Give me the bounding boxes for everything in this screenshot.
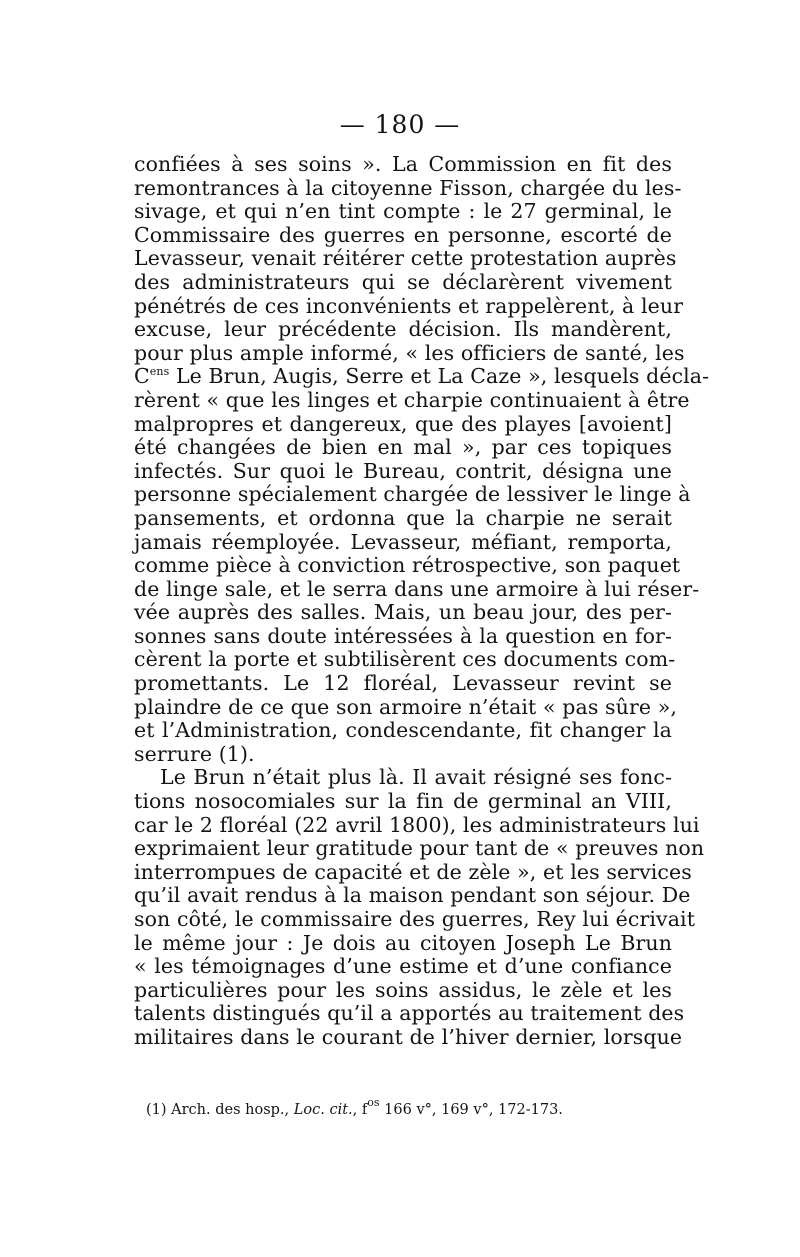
text-line: infectés. Sur quoi le Bureau, contrit, désigna une	[134, 458, 672, 483]
text-line: comme pièce à conviction rétrospective, son paquet	[134, 553, 681, 578]
text-line: de linge sale, et le serra dans une armoire à lui réser-	[134, 576, 700, 601]
text-line	[134, 364, 710, 389]
text-line: sonnes sans doute intéressées à la question en for-	[134, 623, 672, 648]
text-line: pénétrés de ces inconvénients et rappelèrent, à leur	[134, 293, 684, 318]
footnote-folio-sup: os	[367, 1096, 380, 1109]
text-line: plaindre de ce que son armoire n’était « pas sûre »,	[134, 694, 677, 719]
text-line: talents distingués qu’il a apportés au traitement des	[134, 1001, 685, 1026]
text-line: cèrent la porte et subtilisèrent ces documents com-	[134, 647, 676, 672]
text-line: et l’Administration, condescendante, fit changer la	[134, 718, 672, 743]
text-line: rèrent « que les linges et charpie continuaient à être	[134, 387, 690, 412]
text-line: des administrateurs qui se déclarèrent vivement	[134, 269, 672, 294]
text-line-rest: Le Brun, Augis, Serre et La Caze », lesquels décla-	[169, 364, 710, 389]
text-line: pour plus ample informé, « les officiers de santé, les	[134, 340, 685, 365]
text-line: jamais réemployée. Levasseur, méfiant, remporta,	[134, 529, 672, 554]
text-line: Levasseur, venait réitérer cette protestation auprès	[134, 246, 677, 271]
text-line: exprimaient leur gratitude pour tant de « preuves non	[134, 836, 705, 861]
text-line: excuse, leur précédente décision. Ils mandèrent,	[134, 317, 672, 342]
text-line: car le 2 floréal (22 avril 1800), les administrateurs lui	[134, 812, 700, 837]
paragraph-1	[134, 152, 710, 766]
text-line: militaires dans le courant de l’hiver dernier, lorsque	[134, 1024, 683, 1049]
text-line: interrompues de capacité et de zèle », et les services	[134, 859, 692, 884]
text-line: été changées de bien en mal », par ces topiques	[134, 435, 672, 460]
text-line: malpropres et dangereux, que des playes [avoient]	[134, 411, 672, 436]
text-line-superscript: ens	[149, 365, 170, 379]
text-line: serrure (1).	[134, 741, 255, 766]
text-line: Le Brun n’était plus là. Il avait résigné ses fonc-	[160, 765, 672, 790]
text-line: remontrances à la citoyenne Fisson, chargée du les-	[134, 175, 682, 200]
text-line: Commissaire des guerres en personne, escorté de	[134, 222, 672, 247]
footnote-rest: 166 v°, 169 v°, 172-173.	[379, 1102, 563, 1118]
text-line-prefix: C	[134, 364, 150, 389]
text-line: pansements, et ordonna que la charpie ne serait	[134, 505, 672, 530]
text-line: personne spécialement chargée de lessiver le linge à	[134, 482, 691, 507]
text-line: « les témoignages d’une estime et d’une confiance	[134, 954, 672, 979]
text-line: le même jour : Je dois au citoyen Joseph Le Brun	[134, 930, 672, 955]
footnote	[146, 1096, 666, 1119]
text-line: particulières pour les soins assidus, le zèle et les	[134, 977, 672, 1002]
text-line: sivage, et qui n’en tint compte : le 27 germinal, le	[134, 199, 672, 224]
page-number: — 180 —	[339, 110, 461, 139]
paragraph-2	[134, 765, 705, 1049]
text-line: tions nosocomiales sur la fin de germinal an VIII,	[134, 789, 672, 814]
text-line: vée auprès des salles. Mais, un beau jour, des per-	[134, 600, 672, 625]
footnote-folio: , f	[352, 1102, 368, 1118]
footnote-marker: (1) Arch. des hosp.,	[146, 1102, 294, 1118]
text-line: promettants. Le 12 floréal, Levasseur revint se	[134, 671, 672, 696]
footnote-italic: Loc. cit.	[293, 1102, 353, 1118]
text-line: confiées à ses soins ». La Commission en fit des	[134, 152, 672, 176]
text-line: qu’il avait rendus à la maison pendant son séjour. De	[134, 883, 691, 908]
text-line: son côté, le commissaire des guerres, Rey lui écrivait	[134, 907, 696, 931]
body-text	[134, 152, 710, 1050]
